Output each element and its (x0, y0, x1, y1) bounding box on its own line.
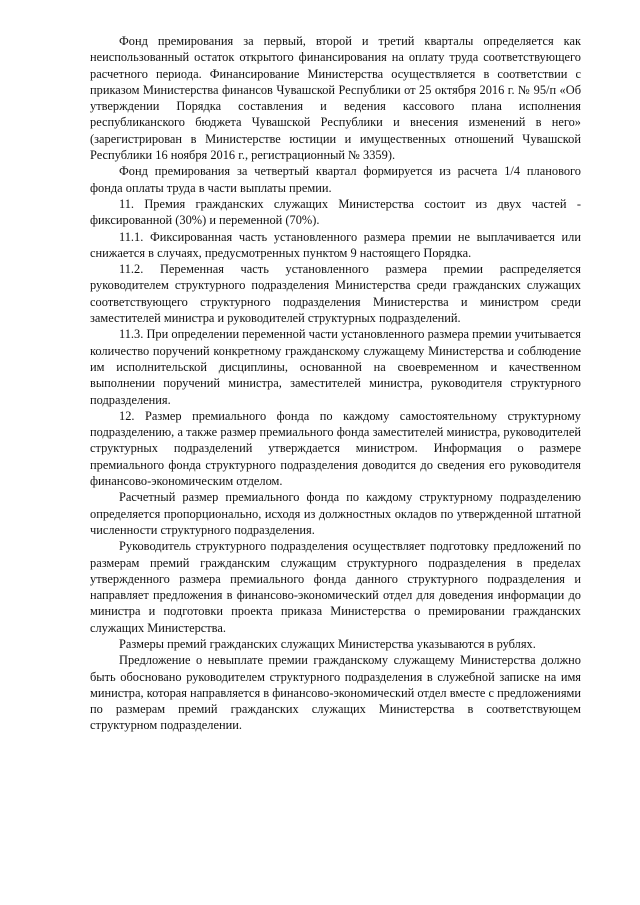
paragraph-non-payment: Предложение о невыплате премии гражданскому служащему Министерства должно быть обосновано руководителем структурного подразделения в служебной записке на имя министра, которая направляется в финансово-экономический отдел вместе с предложениями по размерам премий гражданских служащих Министерства в соответствующем структурном подразделении. (90, 653, 581, 733)
paragraph-11-3: 11.3. При определении переменной части установленного размера премии учитывается количество поручений конкретному гражданскому служащему Министерства и соблюдение им исполнительской дисциплины, основанной на своевременном и качественном выполнении поручений министра, заместителей министра, руководителя структурного подразделения. (90, 327, 581, 407)
paragraph-bonus-fund-q1-q3: Фонд премирования за первый, второй и третий кварталы определяется как неиспользованный остаток открытого финансирования на оплату труда соответствующего расчетного периода. Финансирование Министерства осуществляется в соответствии с приказом Министерства финансов Чувашской Республики от 25 октября 2016 г. № 95/п «Об утверждении Порядка составления и ведения кассового плана исполнения республиканского бюджета Чувашской Республики и внесения изменений в него» (зарегистрирован в Министерстве юстиции и имущественных отношений Чувашской Республики 16 ноября 2016 г., регистрационный № 3359). (90, 34, 581, 163)
paragraph-11: 11. Премия гражданских служащих Министерства состоит из двух частей - фиксированной (30%) и переменной (70%). (90, 196, 581, 228)
paragraph-bonus-currency: Размеры премий гражданских служащих Министерства указываются в рублях. (119, 636, 536, 651)
paragraph-bonus-fund-q4: Фонд премирования за четвертый квартал формируется из расчета 1/4 планового фонда оплаты труда в части выплаты премии. (90, 164, 581, 195)
paragraph-calculated-fund: Расчетный размер премиального фонда по каждому структурному подразделению определяется пропорционально, исходя из должностных окладов по утвержденной штатной численности структурного подразделения. (90, 490, 581, 537)
paragraph-12: 12. Размер премиального фонда по каждому самостоятельному структурному подразделению, а также размер премиального фонда заместителей министра, руководителей структурных подразделений утверждается министром. Информация о размере премиального фонда структурного подразделения доводится до сведения его руководителя финансово-экономическим отделом. (90, 408, 581, 489)
paragraph-11-2: 11.2. Переменная часть установленного размера премии распределяется руководителем структурного подразделения Министерства среди гражданских служащих соответствующего структурного подразделения Министерства и министром среди заместителей министра и руководителей структурных подразделений. (90, 262, 581, 326)
paragraph-head-proposals: Руководитель структурного подразделения осуществляет подготовку предложений по размерам премий гражданским служащим структурного подразделения в пределах утвержденного размера премиального фонда данного структурного подразделения и направляет предложения в финансово-экономический отдел для доведения информации до министра и подготовки проекта приказа Министерства о премировании гражданских служащих Министерства. (90, 539, 581, 635)
paragraph-11-1: 11.1. Фиксированная часть установленного размера премии не выплачивается или снижается в случаях, предусмотренных пунктом 9 настоящего Порядка. (90, 229, 581, 260)
